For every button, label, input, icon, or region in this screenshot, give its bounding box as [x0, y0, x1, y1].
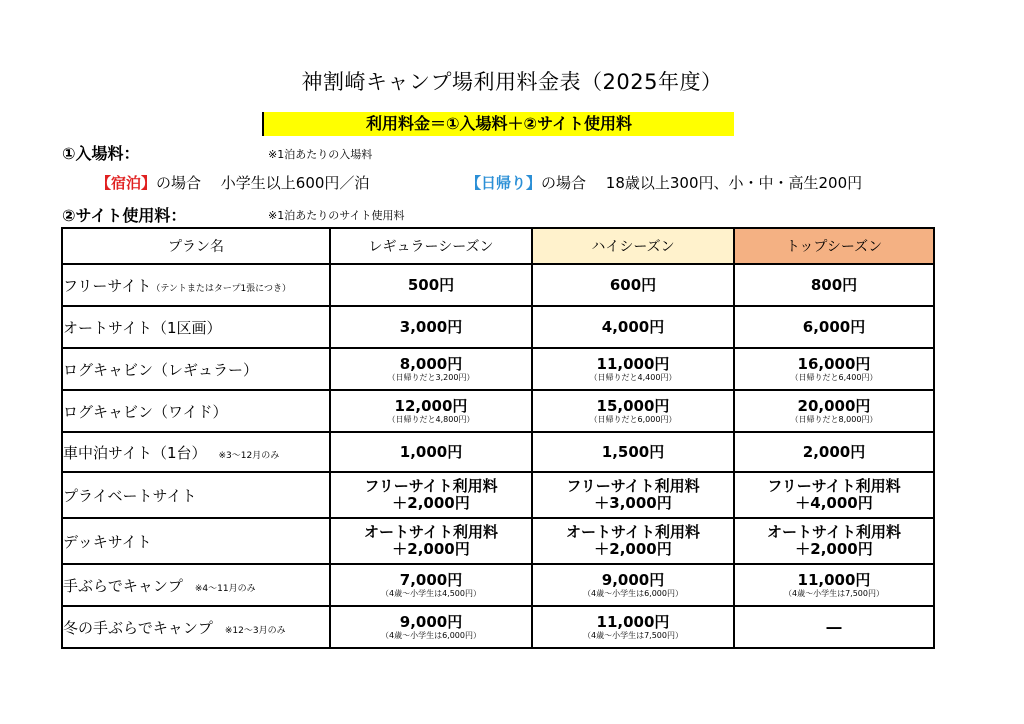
price-cell-high: [532, 306, 734, 348]
table-row: [62, 518, 934, 564]
price-value: ＋4,000円: [795, 494, 873, 512]
plan-name-cell: [62, 564, 330, 606]
day-tag: 【日帰り】: [466, 174, 542, 192]
stay-fee-text: の場合 小学生以上600円／泊: [156, 174, 370, 192]
entry-fee-note: ※1泊あたりの入場料: [268, 148, 373, 161]
header-plan-name: プラン名: [62, 228, 330, 264]
price-cell-regular: [330, 390, 532, 432]
price-value: ＋2,000円: [795, 540, 873, 558]
price-note: （4歳～小学生は6,000円）: [583, 588, 683, 598]
price-note: （4歳～小学生は7,500円）: [583, 630, 683, 640]
pricing-table: [61, 227, 935, 649]
price-base-label: オートサイト利用料: [566, 523, 700, 541]
price-cell-regular: [330, 432, 532, 472]
price-value: 2,000円: [802, 442, 866, 461]
header-high-season: ハイシーズン: [532, 228, 734, 264]
plan-name: 冬の手ぶらでキャンプ: [63, 618, 213, 637]
price-cell-high: [532, 564, 734, 606]
entry-fee-heading: ①入場料：: [62, 144, 140, 163]
price-cell-regular: [330, 348, 532, 390]
price-value: 1,000円: [399, 442, 463, 461]
price-cell-regular: [330, 564, 532, 606]
table-row: [62, 390, 934, 432]
price-value: 800円: [810, 275, 858, 294]
price-cell-high: [532, 390, 734, 432]
plan-name-cell: [62, 390, 330, 432]
price-cell-high: [532, 348, 734, 390]
price-cell-top: [734, 472, 934, 518]
table-row: [62, 264, 934, 306]
price-value: 6,000円: [802, 317, 866, 336]
price-cell-regular: [330, 264, 532, 306]
plan-name-cell: [62, 606, 330, 648]
header-top-season: トップシーズン: [734, 228, 934, 264]
price-note: （日帰りだと8,000円）: [790, 414, 878, 424]
price-cell-top: [734, 518, 934, 564]
price-cell-top: [734, 606, 934, 648]
price-value: 500円: [407, 275, 455, 294]
day-fee-text: の場合 18歳以上300円、小・中・高生200円: [541, 174, 863, 192]
price-value: 3,000円: [399, 317, 463, 336]
plan-note: ※12～3月のみ: [224, 625, 286, 636]
price-base-label: フリーサイト利用料: [767, 477, 901, 495]
price-value: 20,000円: [797, 396, 871, 415]
price-value: 11,000円: [596, 354, 670, 373]
plan-name: 手ぶらでキャンプ: [63, 576, 183, 595]
price-cell-high: [532, 606, 734, 648]
plan-note: ※3～12月のみ: [218, 450, 280, 461]
price-cell-top: [734, 564, 934, 606]
site-fee-heading: ②サイト使用料：: [62, 206, 187, 225]
price-note: （日帰りだと3,200円）: [387, 372, 475, 382]
price-cell-high: [532, 432, 734, 472]
price-value: 4,000円: [601, 317, 665, 336]
price-base-label: フリーサイト利用料: [364, 477, 498, 495]
plan-name-cell: [62, 348, 330, 390]
price-value: 600円: [609, 275, 657, 294]
price-value: ＋2,000円: [392, 540, 470, 558]
plan-name: プライベートサイト: [63, 486, 197, 505]
table-header-row: [62, 228, 934, 264]
price-value: ＋3,000円: [594, 494, 672, 512]
price-note: （日帰りだと4,400円）: [589, 372, 677, 382]
plan-note: ※4～11月のみ: [194, 583, 256, 594]
price-cell-top: [734, 348, 934, 390]
price-value: 16,000円: [797, 354, 871, 373]
table-row: [62, 306, 934, 348]
price-base-label: フリーサイト利用料: [566, 477, 700, 495]
price-note: （日帰りだと6,400円）: [790, 372, 878, 382]
price-note: （4歳～小学生は6,000円）: [381, 630, 481, 640]
plan-name: 車中泊サイト（1台）: [63, 443, 207, 462]
price-base-label: オートサイト利用料: [767, 523, 901, 541]
price-value: ―: [826, 617, 842, 636]
price-value: 7,000円: [399, 570, 463, 589]
plan-name-cell: [62, 518, 330, 564]
price-cell-top: [734, 390, 934, 432]
price-note: （4歳～小学生は4,500円）: [381, 588, 481, 598]
price-value: 1,500円: [601, 442, 665, 461]
page-title: 神割崎キャンプ場利用料金表（2025年度）: [301, 70, 723, 94]
price-cell-top: [734, 264, 934, 306]
price-cell-regular: [330, 306, 532, 348]
price-cell-regular: [330, 518, 532, 564]
table-row: [62, 564, 934, 606]
price-value: ＋2,000円: [392, 494, 470, 512]
price-note: （日帰りだと4,800円）: [387, 414, 475, 424]
fee-formula-banner: 利用料金＝①入場料＋②サイト使用料: [262, 112, 734, 136]
price-base-label: オートサイト利用料: [364, 523, 498, 541]
plan-sub: （テントまたはタープ1張につき）: [151, 283, 292, 294]
price-value: 9,000円: [601, 570, 665, 589]
day-fee-line: [466, 172, 862, 193]
table-row: [62, 472, 934, 518]
price-cell-high: [532, 518, 734, 564]
price-note: （日帰りだと6,000円）: [589, 414, 677, 424]
price-note: （4歳～小学生は7,500円）: [784, 588, 884, 598]
price-cell-regular: [330, 606, 532, 648]
site-fee-note: ※1泊あたりのサイト使用料: [268, 209, 405, 222]
price-value: 9,000円: [399, 612, 463, 631]
plan-name: デッキサイト: [63, 532, 152, 551]
price-value: 12,000円: [394, 396, 468, 415]
header-regular-season: レギュラーシーズン: [330, 228, 532, 264]
price-cell-top: [734, 306, 934, 348]
table-row: [62, 432, 934, 472]
price-cell-high: [532, 264, 734, 306]
plan-name: ログキャビン（レギュラー）: [63, 360, 259, 379]
plan-name: ログキャビン（ワイド）: [63, 402, 228, 421]
price-value: 11,000円: [797, 570, 871, 589]
price-cell-regular: [330, 472, 532, 518]
table-row: [62, 606, 934, 648]
price-value: 11,000円: [596, 612, 670, 631]
price-value: 15,000円: [596, 396, 670, 415]
stay-fee-line: [96, 172, 369, 193]
price-value: ＋2,000円: [594, 540, 672, 558]
table-row: [62, 348, 934, 390]
plan-name: オートサイト（1区画）: [63, 318, 222, 337]
price-cell-top: [734, 432, 934, 472]
plan-name-cell: [62, 432, 330, 472]
plan-name-cell: [62, 264, 330, 306]
plan-name-cell: [62, 472, 330, 518]
price-value: 8,000円: [399, 354, 463, 373]
stay-tag: 【宿泊】: [96, 174, 157, 192]
plan-name-cell: [62, 306, 330, 348]
plan-name: フリーサイト: [63, 276, 152, 295]
price-cell-high: [532, 472, 734, 518]
